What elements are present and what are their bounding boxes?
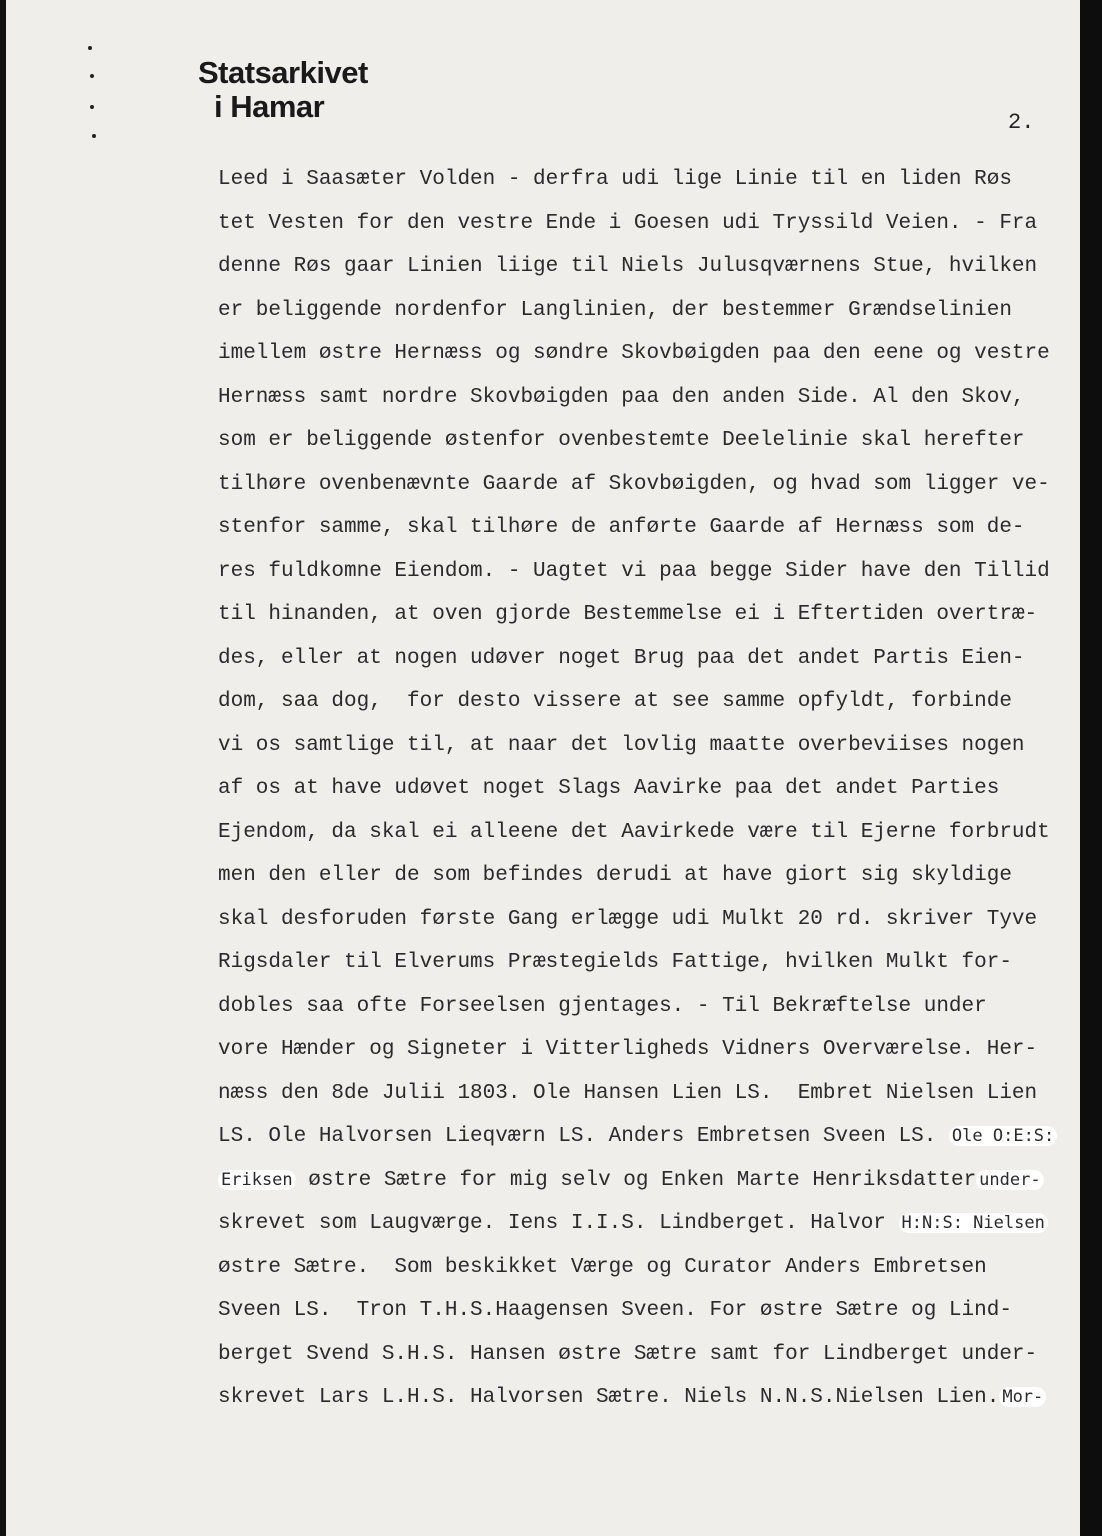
text-line: stenfor samme, skal tilhøre de anførte Gaarde af Hernæss som de-	[218, 516, 1025, 539]
stamp-line-2: i Hamar	[214, 89, 325, 124]
scan-border	[1080, 0, 1102, 1536]
text-line: Hernæss samt nordre Skovbøigden paa den anden Side. Al den Skov,	[218, 385, 1025, 409]
text-line: næss den 8de Julii 1803. Ole Hansen Lien LS. Embret Nielsen Lien	[218, 1081, 1038, 1105]
punch-mark	[90, 105, 94, 109]
punch-mark	[92, 134, 96, 138]
text-line	[218, 1125, 1057, 1148]
text-line: dobles saa ofte Forseelsen gjentages. - Til Bekræftelse under	[218, 994, 987, 1018]
text-line: men den eller de som befindes derudi at have giort sig skyldige	[218, 864, 1012, 887]
text-line: denne Røs gaar Linien liige til Niels Julusqværnens Stue, hvilken	[218, 255, 1038, 278]
text-line: Ejendom, da skal ei alleene det Aavirkede være til Ejerne forbrudt	[218, 820, 1050, 844]
text-line	[218, 1299, 1012, 1322]
text-line: vi os samtlige til, at naar det lovlig maatte overbeviises nogen	[218, 733, 1025, 757]
text-line: som er beliggende østenfor ovenbestemte Deelelinie skal herefter	[218, 429, 1025, 452]
page-number: 2.	[1008, 110, 1035, 135]
inserted-text: Ole O:E:S:	[949, 1126, 1057, 1146]
punch-mark	[90, 74, 94, 78]
text-line: des, eller at nogen udøver noget Brug paa det andet Partis Eien-	[218, 646, 1025, 670]
text-line: til hinanden, at oven gjorde Bestemmelse ei i Eftertiden overtræ-	[218, 603, 1038, 626]
inserted-text: H:N:S: Nielsen	[899, 1213, 1048, 1233]
text-line: vore Hænder og Signeter i Vitterligheds Vidners Overværelse. Her-	[218, 1038, 1038, 1061]
punch-mark	[88, 46, 92, 50]
typed-text: skrevet Lars L.H.S. Halvorsen Sætre. Niels N.N.S.Nielsen Lien.	[218, 1386, 1000, 1409]
text-line	[218, 1343, 1037, 1366]
text-line: er beliggende nordenfor Langlinien, der bestemmer Grændselinien	[218, 298, 1012, 322]
typed-text: østre Sætre. Som beskikket Værge og Curator Anders Embretsen	[218, 1255, 987, 1279]
text-line	[218, 1169, 1044, 1192]
typed-text: berget Svend S.H.S. Hansen østre Sætre samt for Lindberget under-	[218, 1342, 1038, 1366]
text-line: dom, saa dog, for desto vissere at see samme opfyldt, forbinde	[218, 690, 1012, 713]
typed-text: østre Sætre for mig selv og Enken Marte Henriksdatter	[295, 1168, 977, 1192]
text-line: imellem østre Hernæss og søndre Skovbøigden paa den eene og vestre	[218, 342, 1050, 365]
text-line: skal desforuden første Gang erlægge udi Mulkt 20 rd. skriver Tyve	[218, 907, 1038, 931]
text-line: tet Vesten for den vestre Ende i Goesen udi Tryssild Veien. - Fra	[218, 211, 1038, 235]
text-line: af os at have udøvet noget Slags Aavirke paa det andet Parties	[218, 777, 1000, 800]
text-line	[218, 1212, 1048, 1235]
inserted-text: Eriksen	[218, 1170, 296, 1190]
archive-stamp	[198, 56, 368, 124]
text-line: res fuldkomne Eiendom. - Uagtet vi paa begge Sider have den Tillid	[218, 559, 1050, 583]
text-line	[218, 1256, 987, 1279]
typed-text: Sveen LS. Tron T.H.S.Haagensen Sveen. For østre Sætre og Lind-	[218, 1299, 1012, 1322]
text-line: tilhøre ovenbenævnte Gaarde af Skovbøigden, og hvad som ligger ve-	[218, 472, 1050, 496]
typed-text: skrevet som Laugværge. Iens I.I.S. Lindberget. Halvor	[218, 1212, 899, 1235]
text-line: Leed i Saasæter Volden - derfra udi lige Linie til en liden Røs	[218, 168, 1012, 191]
stamp-line-1: Statsarkivet	[198, 55, 368, 90]
text-line: Rigsdaler til Elverums Præstegields Fattige, hvilken Mulkt for-	[218, 951, 1012, 974]
typed-text: LS. Ole Halvorsen Lieqværn LS. Anders Embretsen Sveen LS.	[218, 1125, 949, 1148]
text-line	[218, 1386, 1046, 1409]
inserted-text: under-	[976, 1170, 1043, 1190]
inserted-text: Mor-	[999, 1387, 1046, 1407]
